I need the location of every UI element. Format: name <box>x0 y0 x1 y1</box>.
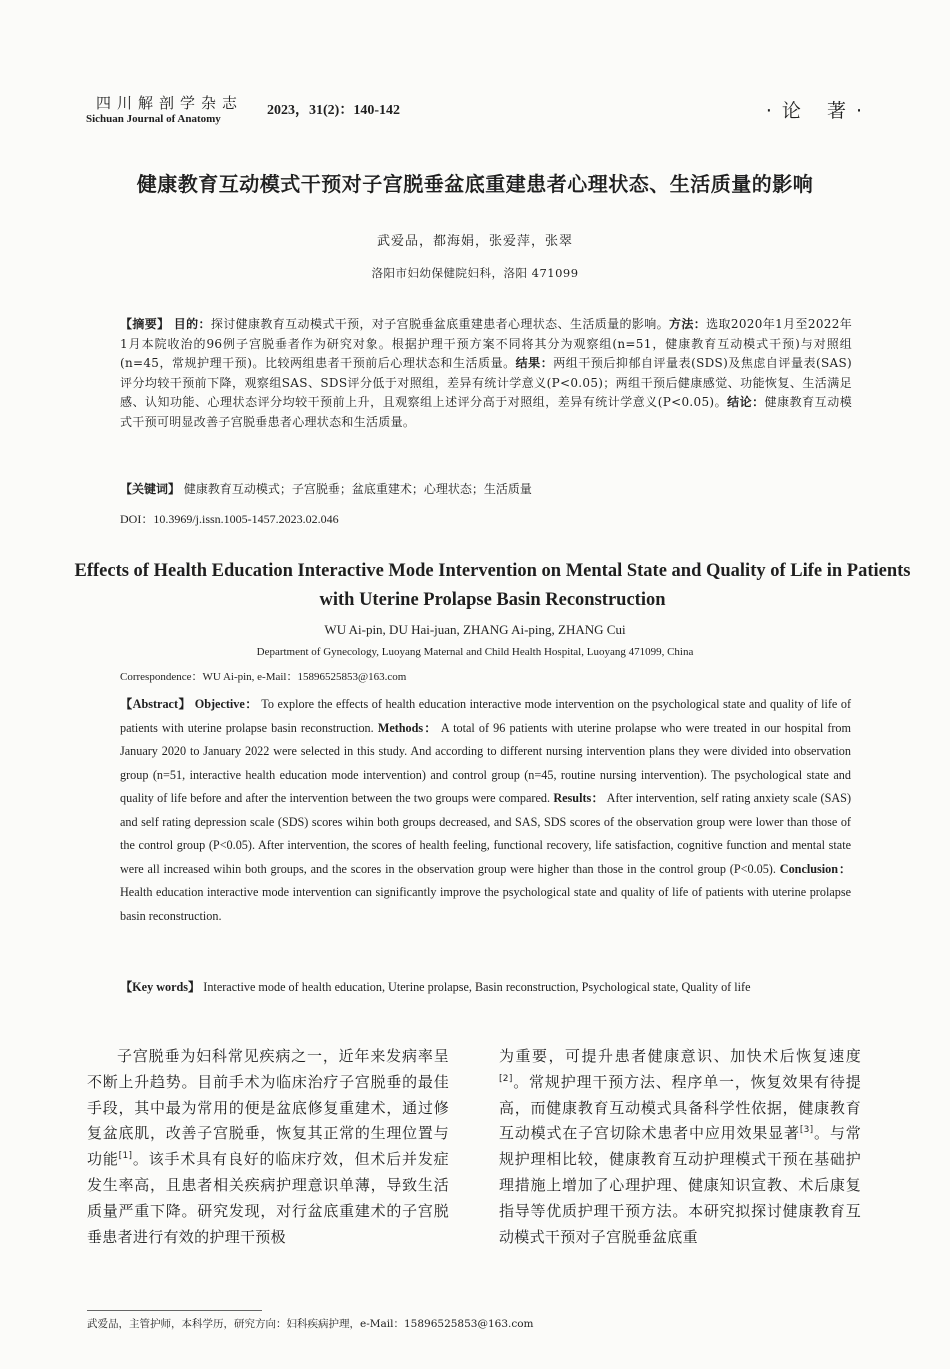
keywords-en-text: Interactive mode of health education, Uterine prolapse, Basin reconstruction, Psychological state, Quality of life <box>203 980 751 994</box>
title-en: Effects of Health Education Interactive Mode Intervention on Mental State and Quality of Life in Patients with Uterine Prolapse Basin Reconstruction <box>74 561 911 610</box>
conclusion-en: Health education interactive mode intervention can significantly improve the psychological state and quality of life of patients with uterine prolapse basin reconstruction. <box>120 885 851 923</box>
citation-2: [2] <box>499 1073 513 1084</box>
keywords-en-label: 【Key words】 <box>120 980 201 994</box>
authors-en: WU Ai-pin, DU Hai-juan, ZHANG Ai-ping, ZHANG Cui <box>324 622 626 637</box>
body-right-text-3: 。与常规护理相比较，健康教育互动护理模式干预在基础护理措施上增加了心理护理、健康知识宣教、术后康复指导等优质护理干预方法。本研究拟探讨健康教育互动模式干预对子宫脱垂盆底重 <box>499 1124 862 1246</box>
body-column-left <box>87 1044 449 1250</box>
body-right-text-1: 为重要，可提升患者健康意识、加快术后恢复速度 <box>499 1047 861 1065</box>
affiliation-cn: 洛阳市妇幼保健院妇科，洛阳 471099 <box>371 266 579 280</box>
objective-label-cn: 目的： <box>173 317 211 331</box>
methods-cn: 选取2020年1月至2022年1月本院收治的96例子宫脱垂者作为研究对象。根据护理干预方案不同将其分为观察组(n=51，健康教育互动模式干预)与对照组(n=45，常规护理干预)。比较两组患者干预前后心理状态和生活质量。 <box>120 317 853 370</box>
results-cn: 两组干预后抑郁自评量表(SDS)及焦虑自评量表(SAS)评分均较干预前下降，观察组SAS、SDS评分低于对照组，差异有统计学意义(P<0.05)；两组干预后健康感觉、功能恢复、生活满足感、认知功能、心理状态评分均较干预前上升，且观察组上述评分高于对照组，差异有统计学意义(P<0.05)。 <box>120 356 852 409</box>
methods-en: A total of 96 patients with uterine prolapse who were treated in our hospital from January 2020 to January 2022 were selected in this study. And according to different nursing intervention plans they were divided into observation group (n=51, interactive health education mode intervention) and control group (n=45, routine nursing intervention). The psychological state and quality of life before and after the intervention between the two groups were compared. <box>120 720 852 805</box>
abstract-cn-label: 【摘要】 <box>120 317 170 331</box>
affiliation-en: Department of Gynecology, Luoyang Maternal and Child Health Hospital, Luoyang 471099, China <box>256 646 694 658</box>
journal-name-en: Sichuan Journal of Anatomy <box>86 113 221 125</box>
journal-name-cn: 四川解剖学杂志 <box>96 94 244 112</box>
results-label-en: Results： <box>553 791 605 805</box>
methods-label-en: Methods： <box>377 720 438 735</box>
author-footnote: 武爱品，主管护师，本科学历，研究方向：妇科疾病护理，e-Mail：15896525853@163.com <box>87 1318 534 1330</box>
conclusion-label-en: Conclusion： <box>779 861 852 876</box>
citation-3: [3] <box>799 1125 814 1136</box>
objective-label-en: Objective： <box>194 697 258 711</box>
keywords-cn-text: 健康教育互动模式；子宫脱垂；盆底重建术；心理状态；生活质量 <box>183 482 532 496</box>
correspondence: Correspondence：WU Ai-pin, e-Mail：15896525853@163.com <box>120 671 407 683</box>
methods-label-cn: 方法： <box>669 317 707 331</box>
body-column-right <box>499 1044 861 1250</box>
authors-cn: 武爱品，都海娟，张爱萍，张翠 <box>376 234 573 249</box>
conclusion-label-cn: 结论： <box>727 395 765 409</box>
citation-1: [1] <box>118 1151 133 1162</box>
body-left-text-2: 。该手术具有良好的临床疗效，但术后并发症发生率高，且患者相关疾病护理意识单薄，导致生活质量严重下降。研究发现，对行盆底重建术的子宫脱垂患者进行有效的护理干预极 <box>87 1150 449 1246</box>
body-right-text-2: 。常规护理干预方法、程序单一，恢复效果有待提高，而健康教育互动模式具备科学性依据，健康教育互动模式在子宫切除术患者中应用效果显著 <box>499 1072 861 1143</box>
abstract-en <box>120 693 851 928</box>
body-left-text-1: 子宫脱垂为妇科常见疾病之一，近年来发病率呈不断上升趋势。目前手术为临床治疗子宫脱垂的最佳手段，其中最为常用的便是盆底修复重建术，通过修复盆底肌，改善子宫脱垂，恢复其正常的生理位置与功能 <box>87 1047 449 1169</box>
title-cn: 健康教育互动模式干预对子宫脱垂盆底重建患者心理状态、生活质量的影响 <box>136 172 814 196</box>
objective-en: To explore the effects of health education interactive mode intervention on the psychological state and quality of life of patients with uterine prolapse basin reconstruction. <box>120 697 852 735</box>
keywords-cn-label: 【关键词】 <box>120 482 181 496</box>
abstract-en-label: 【Abstract】 <box>120 697 192 711</box>
issue-info: 2023，31(2)：140-142 <box>267 103 400 118</box>
abstract-cn <box>120 315 852 432</box>
results-label-cn: 结果： <box>515 356 554 370</box>
conclusion-cn: 健康教育互动模式干预可明显改善子宫脱垂患者心理状态和生活质量。 <box>120 395 852 429</box>
keywords-en <box>120 976 851 1000</box>
keywords-cn <box>120 480 852 499</box>
objective-cn: 探讨健康教育互动模式干预，对子宫脱垂盆底重建患者心理状态、生活质量的影响。 <box>210 317 669 331</box>
column-label: ·论 著· <box>765 100 872 122</box>
doi: DOI：10.3969/j.issn.1005-1457.2023.02.046 <box>120 512 339 526</box>
footnote-divider <box>87 1310 262 1311</box>
results-en: After intervention, self rating anxiety scale (SAS) and self rating depression scale (SDS) scores wihin both groups decreased, and SAS, SDS scores of the observation group were lower than those of the control group (P<0.05). After intervention, the scores of health feeling, functional recovery, life satisfaction, cognitive function and mental state were all increased wihin both groups, and the scores in the observation group were higher than those in the control group (P<0.05). <box>120 791 852 876</box>
